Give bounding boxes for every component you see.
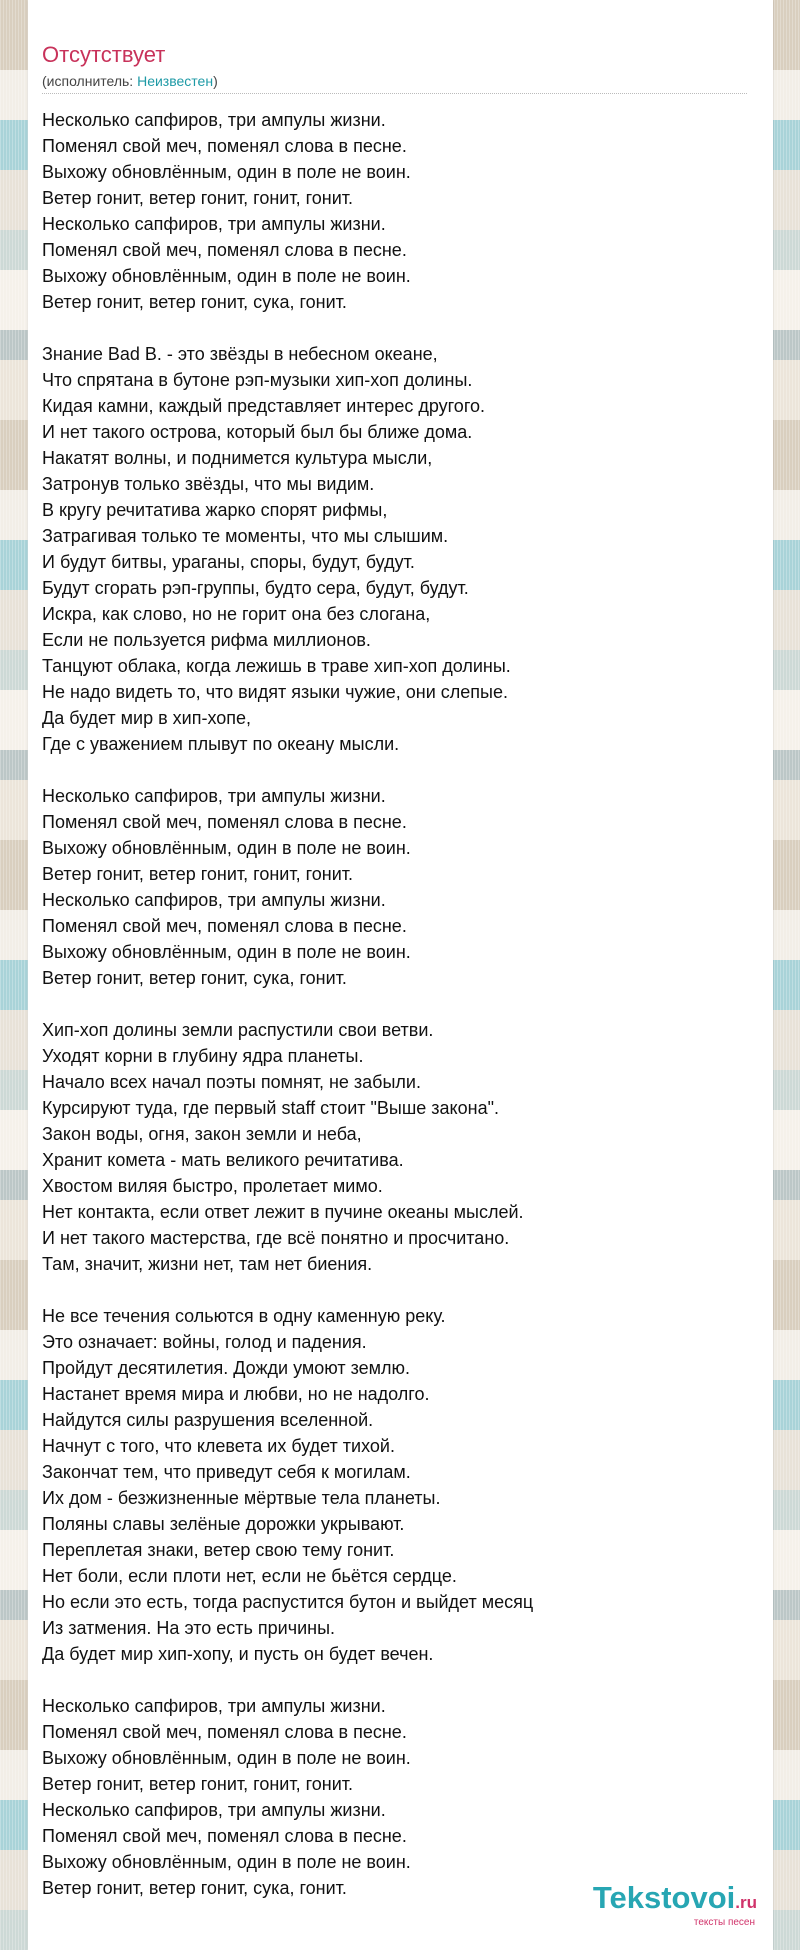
lyric-line: Поменял свой меч, поменял слова в песне. [42,812,407,832]
lyric-line: Ветер гонит, ветер гонит, гонит, гонит. [42,188,354,208]
lyric-line: Знание Bad B. - это звёзды в небесном океане, [42,344,438,364]
lyric-line: Уходят корни в глубину ядра планеты. [42,1046,364,1066]
lyrics-stanza [42,783,757,991]
logo-name: Tekstovoi [592,1880,736,1915]
divider [42,93,747,94]
content-card [28,0,773,1950]
lyrics-stanza [42,1303,757,1667]
lyric-line: Затрагивая только те моменты, что мы слышим. [42,526,449,546]
lyric-line: Поменял свой меч, поменял слова в песне. [42,240,407,260]
lyric-line: Выхожу обновлённым, один в поле не воин. [42,266,411,286]
lyric-line: Хранит комета - мать великого речитатива. [42,1150,404,1170]
lyric-line: Найдутся силы разрушения вселенной. [42,1410,374,1430]
lyric-line: Да будет мир хип-хопу, и пусть он будет вечен. [42,1644,434,1664]
lyric-line: Поменял свой меч, поменял слова в песне. [42,136,407,156]
lyrics-stanza [42,341,757,757]
lyric-line: Где с уважением плывут по океану мысли. [42,734,400,754]
lyric-line: Закончат тем, что приведут себя к могилам. [42,1462,411,1482]
lyric-line: Несколько сапфиров, три ампулы жизни. [42,1800,386,1820]
lyric-line: Но если это есть, тогда распустится бутон и выйдет месяц [42,1592,534,1612]
lyric-line: Ветер гонит, ветер гонит, гонит, гонит. [42,1774,354,1794]
lyric-line: Несколько сапфиров, три ампулы жизни. [42,890,386,910]
lyric-line: Курсируют туда, где первый staff стоит "Выше закона". [42,1098,499,1118]
lyric-line: Танцуют облака, когда лежишь в траве хип-хоп долины. [42,656,511,676]
lyric-line: Выхожу обновлённым, один в поле не воин. [42,1748,411,1768]
lyric-line: И нет такого мастерства, где всё понятно и просчитано. [42,1228,510,1248]
lyric-line: Затронув только звёзды, что мы видим. [42,474,375,494]
lyrics-stanza [42,1693,757,1901]
lyric-line: Ветер гонит, ветер гонит, сука, гонит. [42,292,347,312]
lyric-line: Не надо видеть то, что видят языки чужие, они слепые. [42,682,509,702]
lyric-line: Несколько сапфиров, три ампулы жизни. [42,214,386,234]
lyric-line: Выхожу обновлённым, один в поле не воин. [42,942,411,962]
lyric-line: Поляны славы зелёные дорожки укрывают. [42,1514,405,1534]
artist-link[interactable]: Неизвестен [137,73,214,89]
lyric-line: Переплетая знаки, ветер свою тему гонит. [42,1540,395,1560]
artist-suffix: ) [213,73,218,89]
lyric-line: Несколько сапфиров, три ампулы жизни. [42,110,386,130]
lyric-line: Настанет время мира и любви, но не надолго. [42,1384,430,1404]
lyrics-text [42,107,757,1927]
lyric-line: Там, значит, жизни нет, там нет биения. [42,1254,373,1274]
lyric-line: Несколько сапфиров, три ампулы жизни. [42,786,386,806]
lyric-line: Закон воды, огня, закон земли и неба, [42,1124,362,1144]
lyric-line: В кругу речитатива жарко спорят рифмы, [42,500,388,520]
lyric-line: Из затмения. На это есть причины. [42,1618,336,1638]
lyric-line: И будут битвы, ураганы, споры, будут, будут. [42,552,415,572]
lyric-line: Нет контакта, если ответ лежит в пучине океаны мыслей. [42,1202,524,1222]
lyric-line: Искра, как слово, но не горит она без слогана, [42,604,431,624]
lyrics-stanza [42,107,757,315]
lyric-line: Хип-хоп долины земли распустили свои ветви. [42,1020,434,1040]
site-logo[interactable] [593,1882,757,1928]
logo-tagline: тексты песен [693,1917,755,1928]
lyric-line: Это означает: войны, голод и падения. [42,1332,367,1352]
lyric-line: Несколько сапфиров, три ампулы жизни. [42,1696,386,1716]
lyric-line: Не все течения сольются в одну каменную реку. [42,1306,446,1326]
lyric-line: Начало всех начал поэты помнят, не забыли. [42,1072,421,1092]
song-title: Отсутствует [42,42,166,67]
lyric-line: Накатят волны, и поднимется культура мысли, [42,448,433,468]
lyric-line: Если не пользуется рифма миллионов. [42,630,371,650]
lyric-line: Пройдут десятилетия. Дожди умоют землю. [42,1358,411,1378]
lyrics-stanza [42,1017,757,1277]
lyric-line: Что спрятана в бутоне рэп-музыки хип-хоп долины. [42,370,473,390]
lyric-line: Поменял свой меч, поменял слова в песне. [42,916,407,936]
lyric-line: Будут сгорать рэп-группы, будто сера, будут, будут. [42,578,469,598]
lyric-line: И нет такого острова, который был бы ближе дома. [42,422,473,442]
lyric-line: Хвостом виляя быстро, пролетает мимо. [42,1176,383,1196]
lyric-line: Да будет мир в хип-хопе, [42,708,252,728]
logo-domain: .ru [735,1893,757,1912]
lyric-line: Кидая камни, каждый представляет интерес другого. [42,396,486,416]
lyric-line: Их дом - безжизненные мёртвые тела планеты. [42,1488,441,1508]
artist-line [42,72,218,90]
lyric-line: Выхожу обновлённым, один в поле не воин. [42,1852,411,1872]
lyric-line: Ветер гонит, ветер гонит, сука, гонит. [42,1878,347,1898]
lyric-line: Поменял свой меч, поменял слова в песне. [42,1826,407,1846]
logo-wordmark [593,1882,757,1919]
lyric-line: Выхожу обновлённым, один в поле не воин. [42,162,411,182]
lyric-line: Нет боли, если плоти нет, если не бьётся сердце. [42,1566,457,1586]
lyric-line: Поменял свой меч, поменял слова в песне. [42,1722,407,1742]
lyric-line: Ветер гонит, ветер гонит, гонит, гонит. [42,864,354,884]
lyric-line: Ветер гонит, ветер гонит, сука, гонит. [42,968,347,988]
artist-prefix: (исполнитель: [42,73,138,89]
lyric-line: Выхожу обновлённым, один в поле не воин. [42,838,411,858]
lyric-line: Начнут с того, что клевета их будет тихой. [42,1436,395,1456]
